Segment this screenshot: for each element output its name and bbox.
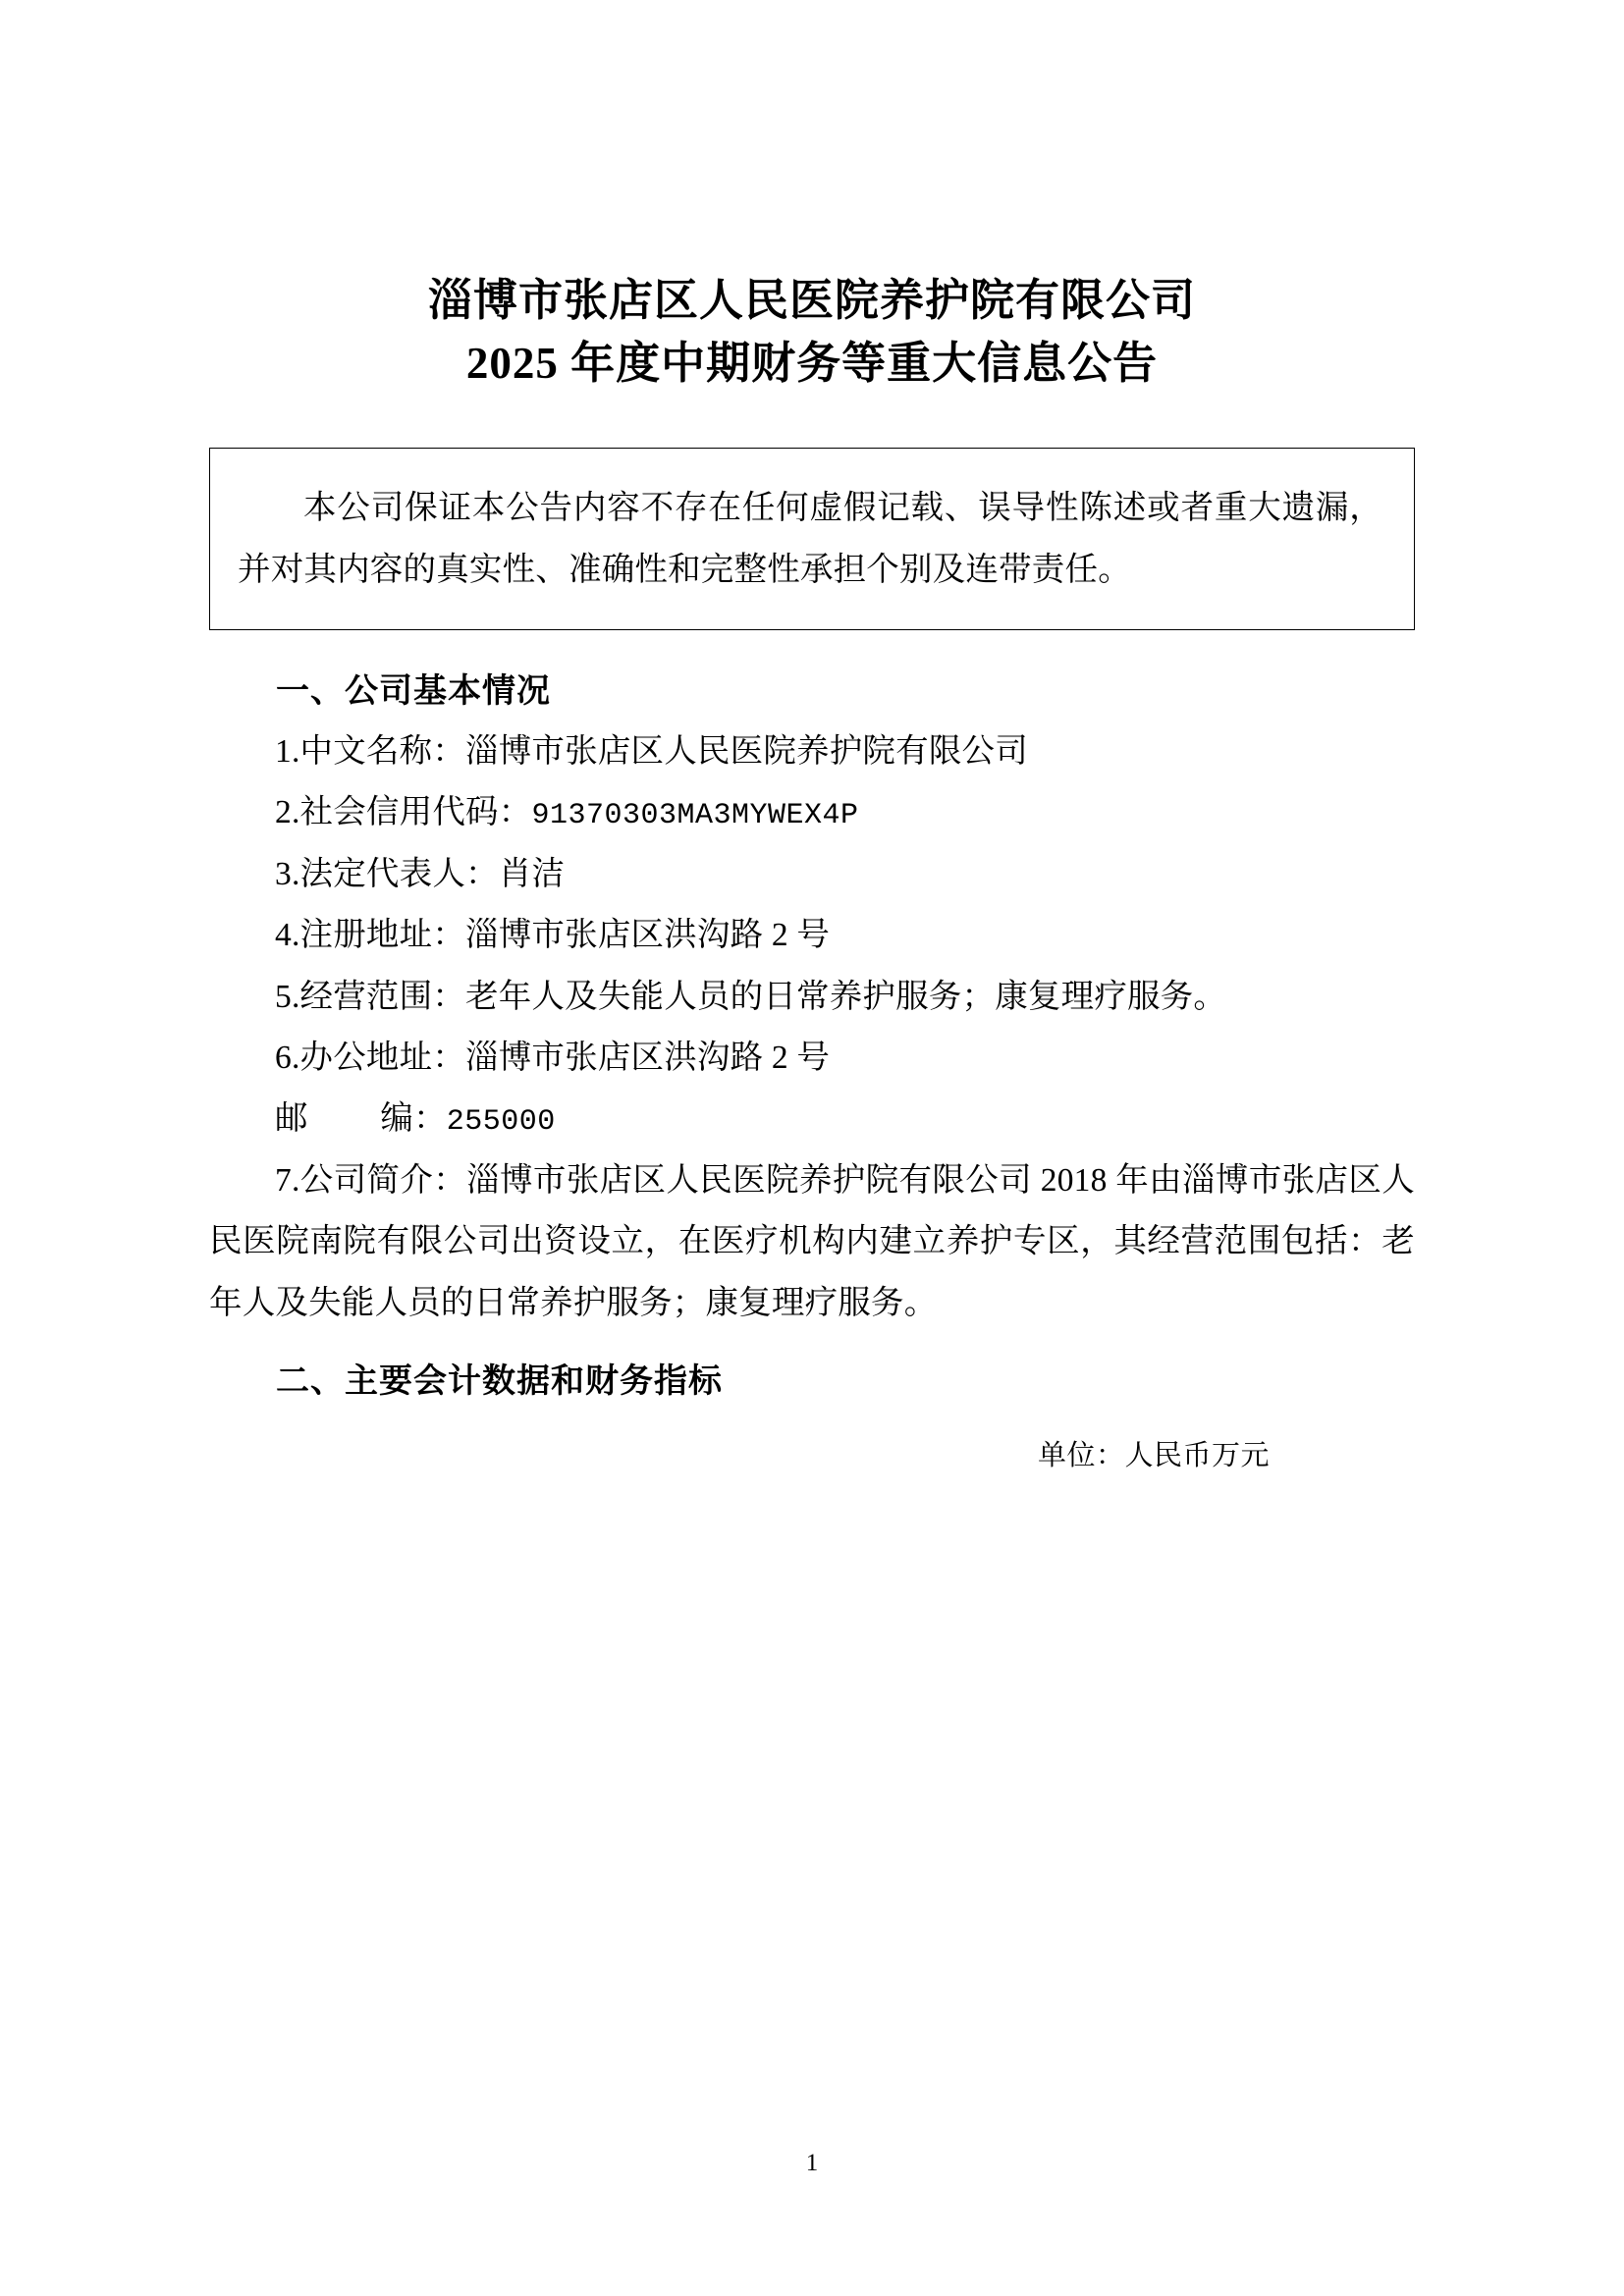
item-company-introduction [209, 1150, 1415, 1334]
page-number: 1 [805, 2150, 819, 2176]
item-business-scope-value: 老年人及失能人员的日常养护服务；康复理疗服务。 [465, 978, 1227, 1015]
document-title [209, 270, 1415, 396]
item-business-scope-label: 5.经营范围： [275, 978, 466, 1015]
responsibility-statement-text: 本公司保证本公告内容不存在任何虚假记载、误导性陈述或者重大遗漏，并对其内容的真实性、准确性和完整性承担个别及连带责任。 [238, 489, 1382, 588]
item-registered-address-label: 4.注册地址： [275, 917, 466, 954]
document-title-line-1: 淄博市张店区人民医院养护院有限公司 [427, 276, 1196, 325]
item-legal-representative-value: 肖洁 [498, 856, 566, 892]
item-registered-address [209, 905, 1415, 966]
responsibility-statement-box [209, 448, 1415, 630]
document-title-line-2: 2025 年度中期财务等重大信息公告 [465, 338, 1159, 388]
item-office-address-value: 淄博市张店区洪沟路 2 号 [465, 1039, 831, 1076]
item-chinese-name-label: 1.中文名称： [275, 732, 466, 770]
item-credit-code-value: 91370303MA3MYWEX4P [531, 799, 859, 833]
item-company-introduction-value: 淄博市张店区人民医院养护院有限公司 2018 年由淄博市张店区人民医院南院有限公司出资设立，在医疗机构内建立养护专区，其经营范围包括：老年人及失能人员的日常养护服务；康复理疗服务。 [209, 1161, 1415, 1321]
item-office-address-label: 6.办公地址： [275, 1039, 466, 1076]
item-office-address [209, 1028, 1415, 1089]
section-heading-company-basics: 一、公司基本情况 [276, 672, 551, 710]
item-business-scope [209, 967, 1415, 1028]
item-postal-code-label-2: 编： [380, 1100, 447, 1138]
item-legal-representative-label: 3.法定代表人： [275, 856, 499, 892]
item-credit-code-label: 2.社会信用代码： [275, 794, 532, 831]
financial-unit-note: 单位：人民币万元 [1037, 1440, 1270, 1472]
item-legal-representative [209, 844, 1415, 905]
item-postal-code-label: 邮 [275, 1100, 308, 1138]
item-registered-address-value: 淄博市张店区洪沟路 2 号 [465, 917, 831, 954]
section-heading-financial-data: 二、主要会计数据和财务指标 [276, 1362, 723, 1400]
item-chinese-name-value: 淄博市张店区人民医院养护院有限公司 [465, 732, 1028, 770]
page-content [209, 0, 1415, 1473]
item-postal-code-value: 255000 [446, 1105, 556, 1140]
item-postal-code [209, 1089, 1415, 1150]
item-company-introduction-label: 7.公司简介： [275, 1161, 467, 1199]
item-credit-code [209, 782, 1415, 844]
item-chinese-name [209, 721, 1415, 782]
